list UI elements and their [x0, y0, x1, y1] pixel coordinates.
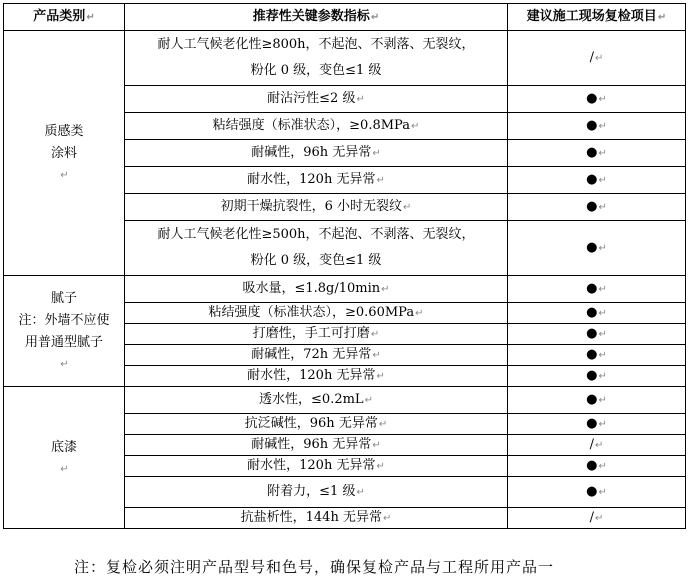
recheck-cell: ●↵: [508, 456, 686, 477]
footnote: 注：复检必须注明产品型号和色号，确保复检产品与工程所用产品一: [74, 558, 555, 576]
category-line: 底漆: [50, 439, 77, 455]
table-row: [4, 31, 686, 86]
slash-mark: /: [589, 510, 594, 525]
recheck-cell: ●↵: [508, 366, 686, 387]
indicator-line: 粉化 0 级，变色≤1 级: [250, 253, 382, 268]
slash-mark: /: [589, 50, 594, 65]
indicator-cell: [125, 303, 508, 324]
indicator-line: 粘结强度（标准状态），≥0.8MPa↵: [212, 118, 420, 133]
table-body: [4, 31, 686, 529]
bullet-mark: ●: [586, 458, 598, 473]
indicator-cell: [125, 113, 508, 140]
indicator-line: 打磨性，手工可打磨↵: [252, 326, 380, 341]
indicator-line: 抗泛碱性，96h 无异常↵: [244, 416, 388, 431]
recheck-cell: ●↵: [508, 324, 686, 345]
indicator-cell: [125, 140, 508, 167]
indicator-cell: [125, 456, 508, 477]
category-cell: 腻子 注：外墙不应使 用普通型腻子 ↵: [4, 276, 125, 387]
recheck-cell: /↵: [508, 508, 686, 529]
recheck-cell: ●↵: [508, 477, 686, 508]
recheck-cell: /↵: [508, 435, 686, 456]
indicator-cell: [125, 387, 508, 414]
indicator-line: 耐水性，120h 无异常↵: [247, 172, 385, 187]
bullet-mark: ●: [586, 392, 598, 407]
recheck-cell: ●↵: [508, 387, 686, 414]
category-cell: 质感类 涂料 ↵: [4, 31, 125, 276]
recheck-cell: ●↵: [508, 113, 686, 140]
bullet-mark: ●: [586, 326, 598, 341]
indicator-line: 透水性，≤0.2mL↵: [259, 392, 373, 407]
bullet-mark: ●: [586, 347, 598, 362]
recheck-cell: ●↵: [508, 303, 686, 324]
indicator-cell: [125, 167, 508, 194]
bullet-mark: ●: [586, 305, 598, 320]
bullet-mark: ●: [586, 199, 598, 214]
category-line: 腻子: [50, 291, 77, 306]
indicator-cell: [125, 435, 508, 456]
indicator-line: 耐人工气候老化性≥500h，不起泡、不剥落、无裂纹，: [157, 227, 475, 242]
indicator-cell: [125, 324, 508, 345]
indicator-line: 耐沾污性≤2 级↵: [267, 91, 365, 106]
indicator-line: 耐水性，120h 无异常↵: [247, 458, 385, 473]
bullet-mark: ●: [586, 118, 598, 133]
indicator-line: 耐碱性，72h 无异常↵: [251, 347, 381, 362]
table-header-row: [4, 4, 686, 31]
recheck-cell: ●↵: [508, 276, 686, 303]
header-recheck: 建议施工现场复检项目↵: [508, 4, 686, 31]
bullet-mark: ●: [586, 145, 598, 160]
indicator-line: 粉化 0 级，变色≤1 级: [250, 63, 382, 78]
table-row: [4, 387, 686, 414]
bullet-mark: ●: [586, 484, 598, 499]
recheck-cell: ●↵: [508, 167, 686, 194]
category-line: 涂料: [50, 146, 77, 161]
indicator-line: 耐水性，120h 无异常↵: [247, 368, 385, 383]
bullet-mark: ●: [586, 240, 598, 255]
indicator-line: 粘结强度（标准状态），≥0.60MPa↵: [208, 305, 424, 320]
indicator-cell: [125, 86, 508, 113]
category-cell: 底漆 ↵: [4, 387, 125, 529]
indicator-cell: [125, 414, 508, 435]
indicator-cell: [125, 194, 508, 221]
category-line: 用普通型腻子: [24, 335, 103, 350]
indicator-line: 初期干燥抗裂性，6 小时无裂纹↵: [220, 199, 412, 214]
recheck-cell: ●↵: [508, 414, 686, 435]
recheck-cell: ●↵: [508, 140, 686, 167]
bullet-mark: ●: [586, 172, 598, 187]
table-row: [4, 276, 686, 303]
indicator-line: 附着力，≤1 级↵: [267, 484, 365, 499]
indicator-cell: [125, 508, 508, 529]
recheck-cell: ●↵: [508, 194, 686, 221]
recheck-cell: /↵: [508, 31, 686, 86]
indicator-cell: [125, 477, 508, 508]
indicator-cell: [125, 276, 508, 303]
header-indicator: 推荐性关键参数指标↵: [125, 4, 508, 31]
category-line: 质感类: [44, 124, 84, 139]
indicator-cell: [125, 345, 508, 366]
indicator-line: 吸水量，≤1.8g/10min↵: [242, 281, 390, 296]
recheck-cell: ●↵: [508, 86, 686, 113]
indicator-line: 耐人工气候老化性≥800h，不起泡、不剥落、无裂纹，: [157, 37, 475, 52]
recheck-cell: ●↵: [508, 221, 686, 276]
indicator-cell: [125, 366, 508, 387]
recheck-cell: ●↵: [508, 345, 686, 366]
bullet-mark: ●: [586, 416, 598, 431]
bullet-mark: ●: [586, 91, 598, 106]
indicator-cell: [125, 221, 508, 276]
indicator-cell: [125, 31, 508, 86]
category-line: 注：外墙不应使: [18, 313, 110, 328]
parameter-table: [3, 3, 686, 529]
indicator-line: 抗盐析性，144h 无异常↵: [240, 510, 392, 525]
indicator-line: 耐碱性，96h 无异常↵: [251, 437, 381, 452]
slash-mark: /: [589, 437, 594, 452]
bullet-mark: ●: [586, 368, 598, 383]
header-category: 产品类别↵: [4, 4, 125, 31]
indicator-line: 耐碱性，96h 无异常↵: [251, 145, 381, 160]
bullet-mark: ●: [586, 281, 598, 296]
